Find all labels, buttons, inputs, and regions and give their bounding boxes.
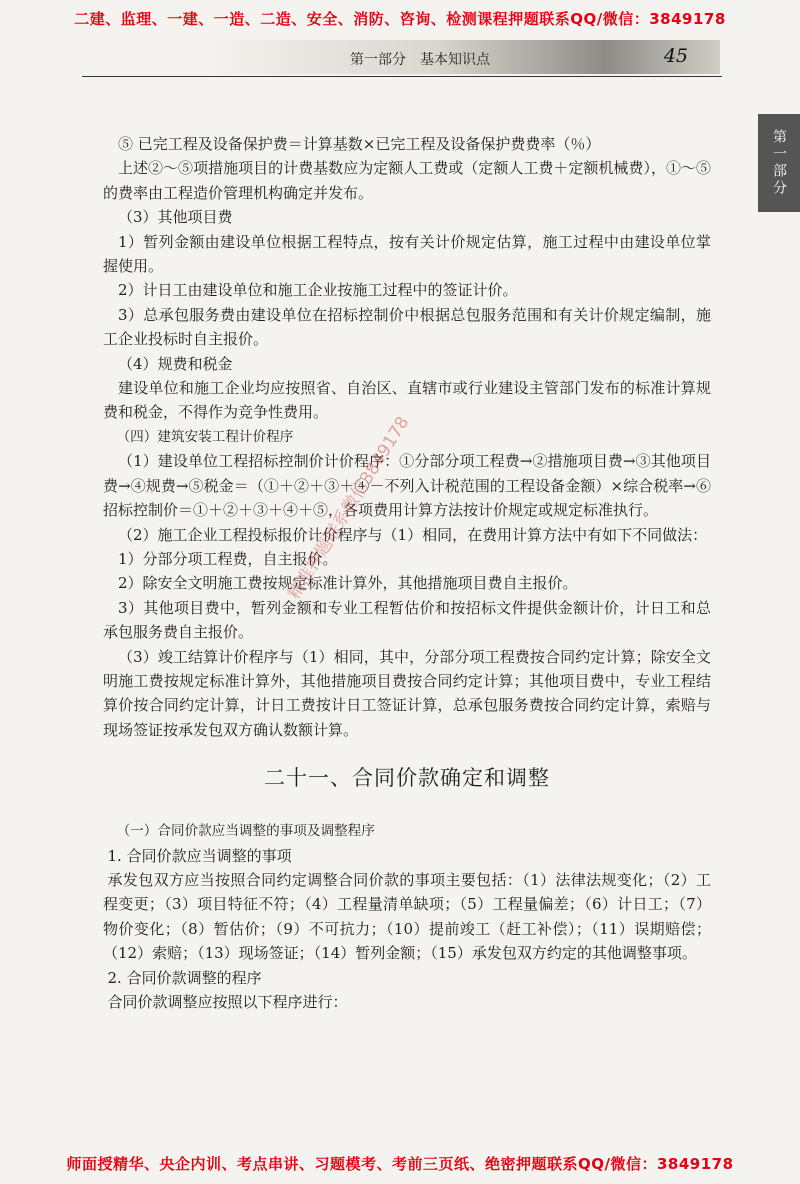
subheading: （3）其他项目费 xyxy=(118,208,233,227)
paragraph: 承发包双方应当按照合同约定调整合同价款的事项主要包括：（1）法律法规变化；（2）工程变更；（3）项目特征不符；（4）工程量清单缺项；（5）工程量偏差；（6）计日工；（7）物价变化；（8）暂估价；（9）不可抗力；（10）提前竣工（赶工补偿）；（11）误期赔偿；（12）索赔；（13）现场签证；（14）暂列金额；（15）承发包双方约定的其他调整事项。 xyxy=(103,870,711,963)
subheading: 2. 合同价款调整的程序 xyxy=(107,968,262,987)
paragraph: 1）暂列金额由建设单位根据工程特点，按有关计价规定估算，施工过程中由建设单位掌握使用。 xyxy=(103,232,711,276)
paragraph: ⑤ 已完工程及设备保护费＝计算基数×已完工程及设备保护费费率（％） xyxy=(118,135,601,153)
page-body xyxy=(103,132,711,1014)
paragraph: 上述②～⑤项措施项目的计费基数应为定额人工费或（定额人工费＋定额机械费），①～⑤的费率由工程造价管理机构确定并发布。 xyxy=(103,159,711,202)
paragraph: 1）分部分项工程费，自主报价。 xyxy=(118,549,338,568)
paragraph: 3）总承包服务费由建设单位在招标控制价中根据总包服务范围和有关计价规定编制，施工企业投标时自主报价。 xyxy=(103,305,711,349)
paragraph: 建设单位和施工企业均应按照省、自治区、直辖市或行业建设主管部门发布的标准计算规费和税金，不得作为竞争性费用。 xyxy=(103,379,711,422)
promo-banner-top: 二建、监理、一建、一造、二造、安全、消防、咨询、检测课程押题联系QQ/微信：3849178 xyxy=(74,10,726,28)
diagonal-watermark: 精准押题联系微信3849178 xyxy=(284,413,414,604)
paragraph: （1）建设单位工程招标控制价计价程序：①分部分项工程费→②措施项目费→③其他项目费→④规费→⑤税金＝（①＋②＋③＋④－不列入计税范围的工程设备金额）×综合税率→⑥招标控制价＝①＋②＋③＋④＋⑤，各项费用计算方法按计价规定或规定标准执行。 xyxy=(103,452,711,520)
subheading: 1. 合同价款应当调整的事项 xyxy=(107,846,292,865)
paragraph: （2）施工企业工程投标报价计价程序与（1）相同，在费用计算方法中有如下不同做法： xyxy=(118,525,708,544)
section-heading: （一）合同价款应当调整的事项及调整程序 xyxy=(116,823,375,840)
chapter-title: 二十一、合同价款确定和调整 xyxy=(264,766,550,791)
subheading: （4）规费和税金 xyxy=(118,354,233,373)
page-number: 45 xyxy=(663,45,688,67)
running-head xyxy=(200,40,720,74)
running-head-title: 第一部分 基本知识点 xyxy=(350,52,490,68)
paragraph: （3）竣工结算计价程序与（1）相同，其中，分部分项工程费按合同约定计算；除安全文明施工费按规定标准计算外，其他措施项目费按合同约定计算；其他项目费中，专业工程结算价按合同约定计算，计日工费按计日工签证计算，总承包服务费按合同约定计算，索赔与现场签证按承发包双方确认数额计算。 xyxy=(103,647,711,739)
promo-banner-bottom: 师面授精华、央企内训、考点串讲、习题模考、考前三页纸、绝密押题联系QQ/微信：3849178 xyxy=(66,1155,734,1173)
header-rule xyxy=(82,76,722,77)
paragraph: 合同价款调整应按照以下程序进行： xyxy=(107,993,348,1011)
paragraph: 2）计日工由建设单位和施工企业按施工过程中的签证计价。 xyxy=(118,281,518,300)
part-side-tab: 第一部分 xyxy=(758,114,800,212)
paragraph: 2）除安全文明施工费按规定标准计算外，其他措施项目费自主报价。 xyxy=(118,574,578,593)
paragraph: 3）其他项目费中，暂列金额和专业工程暂估价和按招标文件提供金额计价，计日工和总承包服务费自主报价。 xyxy=(103,598,711,642)
section-heading: （四）建筑安装工程计价程序 xyxy=(116,428,294,445)
